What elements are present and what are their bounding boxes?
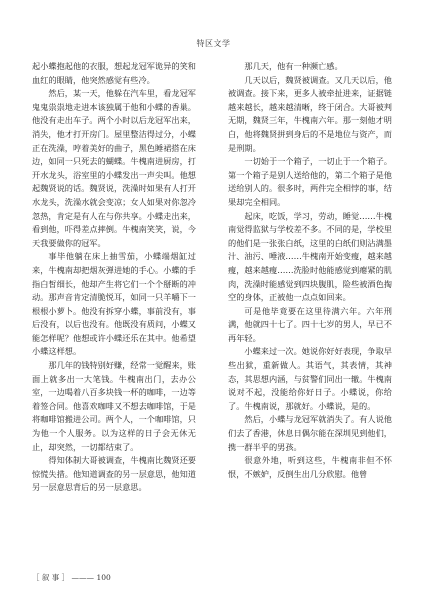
running-head: 特区文学 — [196, 39, 231, 48]
paragraph: 起床，吃饭，学习，劳动，睡觉……牛槐南觉得监狱与学校差不多。不同的是，学校里的他们是一张张白纸，这里的白纸们则沾满墨汁、油污、唾液……牛槐南开始变瘦，越来越瘦，越来越瘦……洗脸时他能感觉到瘪紧的肌肉，洗澡时能感觉到四块腹肌，险些被酒色掏空的身体，正被他一点点如回来。 — [228, 210, 392, 303]
left-column — [32, 60, 196, 495]
paragraph: 小蝶来过一次。她说你好好表现，争取早些出狱，重新做人。其语气，其表情，其神态，其思想内涵，与贫警们同出一辙。牛槐南说对不起，没能给你好日子。小蝶说，你给了。牛槐南说，那就好。小蝶说，是的。 — [228, 346, 392, 411]
paragraph: 一切始于一个箱子，一切止于一个箱子。第一个箱子是别人送给他的，第二个箱子是他送给别人的。很多时，两件完全相悖的事，结果却完全相同。 — [228, 156, 392, 207]
paragraph: 几天以后，魏贤被调查。又几天以后，他被调查。接下来，更多人被牵扯进来，证据链越来越长，越来越清晰，终于闭合。大哥被判无期，魏贤三年，牛槐南六年。那一刻他才明白，他将魏贤拼到身后的不是地位与资产，而是刑期。 — [228, 74, 392, 153]
paragraph: 得知体制大哥被调查，牛槐南比魏贤还要惊慌失措。他知道调查的另一层意思，他知道另一层意思背后的另一层意思。 — [32, 455, 196, 493]
right-column — [228, 60, 392, 481]
section-label: ［ 叙 事 ］ — [32, 573, 70, 582]
page-number: 100 — [96, 573, 111, 582]
paragraph: 很意外地，听到这些，牛槐南非但不怀恨，不嫉妒，反倒生出几分欣慰。他曾 — [228, 455, 392, 479]
paragraph: 然后，小蝶与龙冠军就消失了。有人说他们去了香港，休息日偶尔能在深圳见到他们，携一群半乎的男孩。 — [228, 414, 392, 452]
paragraph: 那几天，他有一种濒亡感。 — [244, 61, 343, 71]
page-footer — [32, 572, 111, 583]
paragraph: 可是他毕竟要在这里待满六年。六年刑满，他就四十七了。四十七岁的男人，早已不再年轻。 — [228, 305, 392, 343]
footer-rule: ——— — [71, 573, 97, 582]
paragraph: 然后，某一天，他躲在汽车里，看龙冠军鬼鬼祟祟地走进本该独属于他和小蝶的香巢。他没有走出车子。两个小时以后龙冠军出来，消失，他才打开房门。屋里整洁得过分，小蝶正在洗澡，哼着美好的曲子，黑色睡裙搭在床边，如同一只死去的蝴蝶。牛槐南进厨房，打开水龙头，浴室里的小蝶发出一声尖叫。他想起魏贤说的话。魏贤说，洗澡时如果有人打开水龙头，洗澡水就会变凉；女人如果对你忽冷忽热，肯定是有人在与你共享。小蝶走出来，看到他，吓得差点摔倒。牛槐南笑笑，说，今天我要做你的冠军。 — [32, 88, 196, 248]
paragraph: 事毕他躺在床上抽雪茄，小蝶端烟缸过来，牛槐南却把烟灰弹进她的手心。小蝶的手指白皙细长，他却产生将它们一个个掰断的冲动。那声音肯定清脆悦耳，如同一只羊嚼下一根根小萝卜。他没有拆穿小蝶，事前没有，事后没有，以后也没有。他既没有质问，小蝶又能怎样呢？他想或许小蝶还乐在其中。他希望小蝶这样想。 — [32, 251, 196, 357]
paragraph: 起小蝶抱起他的衣服，想起龙冠军诡异的笑和血红的眼睛，他突然感觉有些冷。 — [32, 61, 196, 85]
paragraph: 那几年的钱特别好赚，经常一觉醒来，账面上就多出一大笔钱。牛槐南出门，去办公室，一边喝着八百多块钱一杯的咖啡，一边等着签合同。他喜欢咖啡又不想去咖啡馆，于是将咖啡馆搬进公司。两个人，一个咖啡馆，只为他一个人服务。以为这样的日子会无休无止，却突然，一切都结束了。 — [32, 360, 196, 452]
